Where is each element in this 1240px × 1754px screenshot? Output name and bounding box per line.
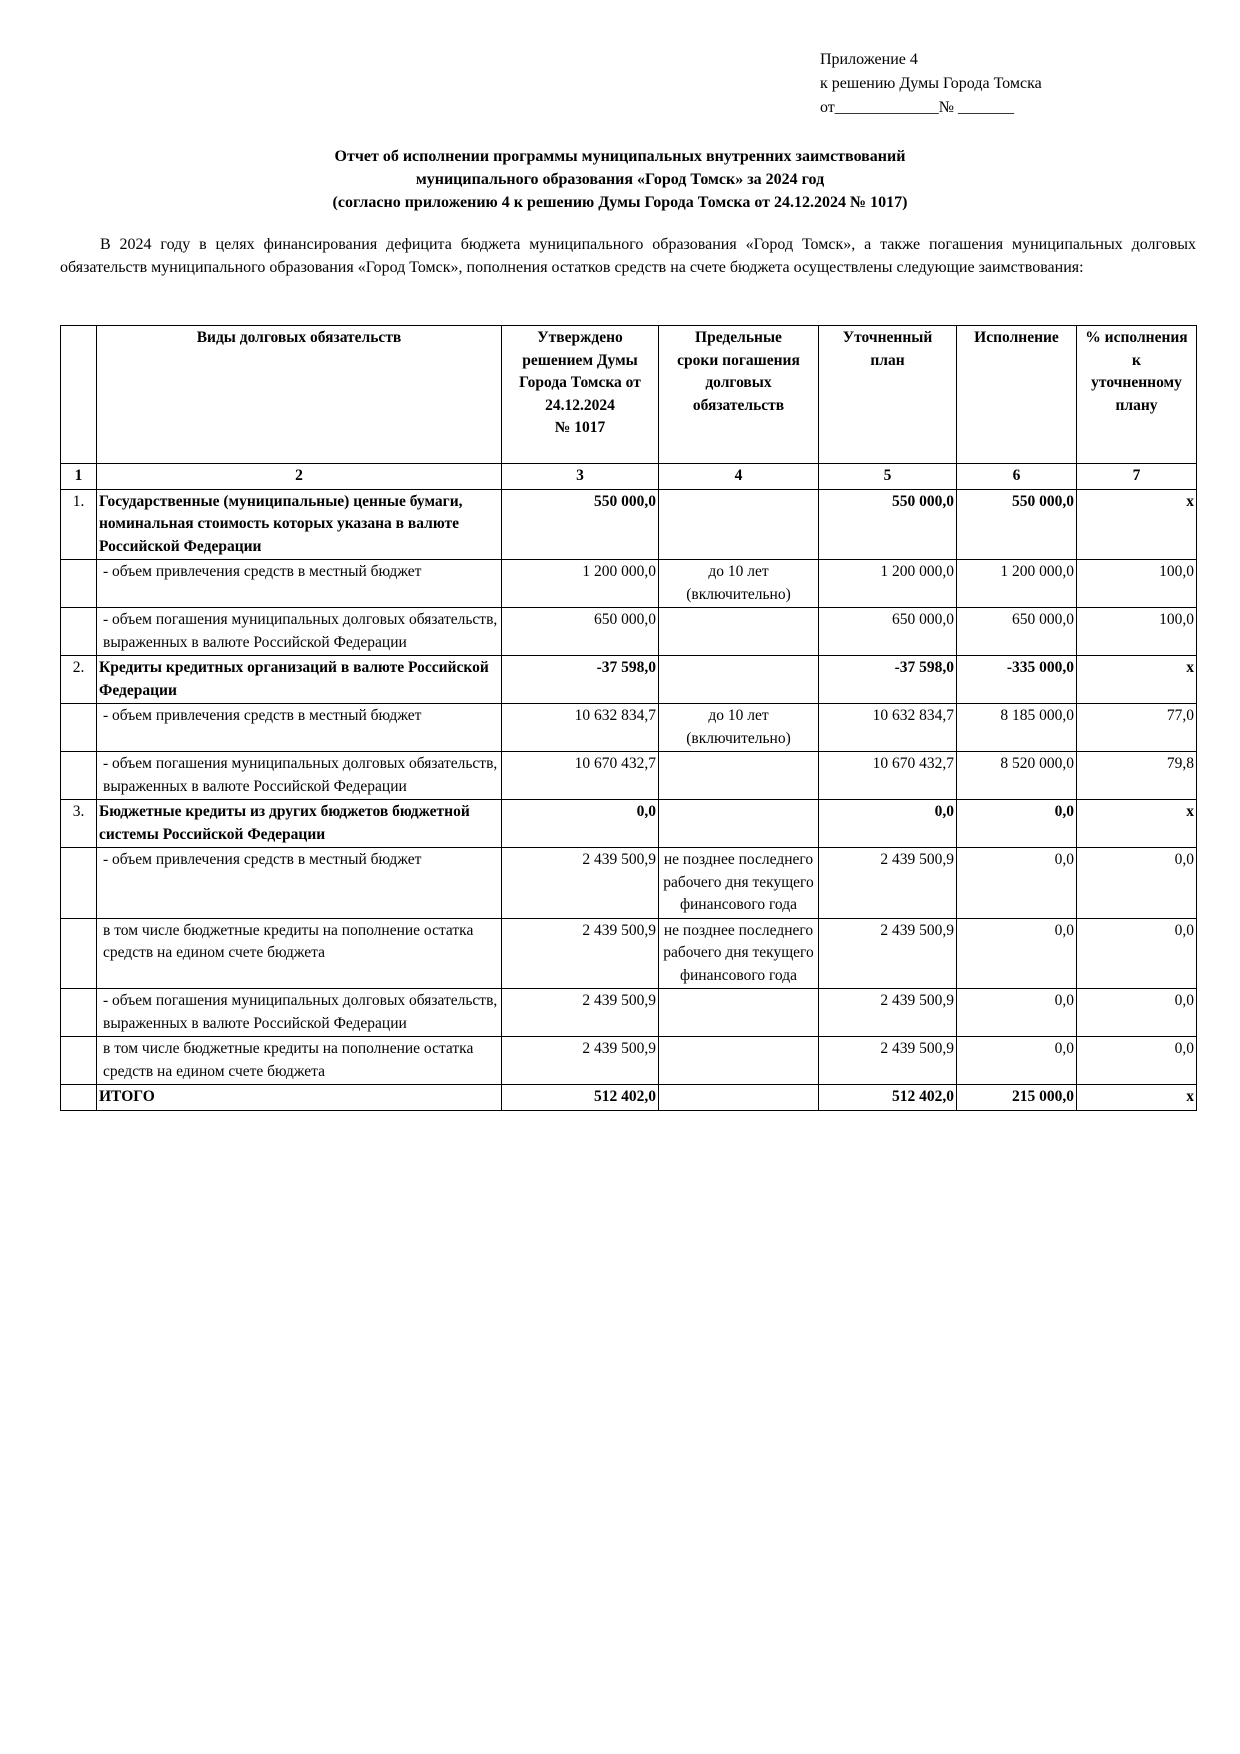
row-exec-cell: 0,0	[957, 800, 1077, 848]
col-number: 7	[1077, 464, 1197, 490]
header-terms-l2: сроки погашения	[677, 351, 800, 369]
row-exec-cell: 8 520 000,0	[957, 752, 1077, 800]
row-term-cell	[659, 489, 819, 560]
row-approved-cell: 512 402,0	[502, 1085, 659, 1111]
row-term-cell: до 10 лет (включительно)	[659, 560, 819, 608]
row-term-cell	[659, 1085, 819, 1111]
table-row	[61, 989, 1197, 1037]
row-plan-cell: 2 439 500,9	[819, 989, 957, 1037]
header-pct-l3: уточненному	[1091, 374, 1182, 391]
row-exec-cell: 0,0	[957, 918, 1077, 989]
header-pct-l4: плану	[1115, 396, 1158, 414]
row-number-cell: 3.	[61, 800, 97, 848]
header-plan	[819, 326, 957, 464]
row-name-cell: - объем погашения муниципальных долговых обязательств, выраженных в валюте Российской Федерации	[97, 608, 502, 656]
row-number-cell	[61, 848, 97, 919]
row-number-cell: 1.	[61, 489, 97, 560]
row-approved-cell: 1 200 000,0	[502, 560, 659, 608]
row-term-cell: до 10 лет (включительно)	[659, 704, 819, 752]
report-title	[60, 145, 1180, 214]
table-row	[61, 918, 1197, 989]
col-number: 6	[957, 464, 1077, 490]
row-term-cell	[659, 608, 819, 656]
header-approved-l4: 24.12.2024	[545, 396, 615, 414]
header-plan-l1: Уточненный	[842, 329, 933, 346]
row-number-cell	[61, 1085, 97, 1111]
row-exec-cell: 0,0	[957, 848, 1077, 919]
column-number-row	[61, 464, 1197, 490]
row-name-cell: - объем погашения муниципальных долговых обязательств, выраженных в валюте Российской Федерации	[97, 752, 502, 800]
header-execution: Исполнение	[957, 326, 1077, 464]
appendix-line-3: от_____________№ _______	[820, 99, 1015, 116]
header-terms-l1: Предельные	[695, 329, 782, 346]
row-plan-cell: 10 632 834,7	[819, 704, 957, 752]
row-term-cell	[659, 1037, 819, 1085]
row-plan-cell: 1 200 000,0	[819, 560, 957, 608]
row-plan-cell: 2 439 500,9	[819, 1037, 957, 1085]
row-name-cell: в том числе бюджетные кредиты на пополнение остатка средств на едином счете бюджета	[97, 1037, 502, 1085]
col-number: 1	[61, 464, 97, 490]
row-approved-cell: 10 632 834,7	[502, 704, 659, 752]
table-row	[61, 752, 1197, 800]
row-pct-cell: 77,0	[1077, 704, 1197, 752]
header-pct-l2: к	[1132, 351, 1141, 369]
row-name-cell: в том числе бюджетные кредиты на пополнение остатка средств на едином счете бюджета	[97, 918, 502, 989]
row-exec-cell: 8 185 000,0	[957, 704, 1077, 752]
row-pct-cell: х	[1077, 489, 1197, 560]
row-plan-cell: 2 439 500,9	[819, 848, 957, 919]
appendix-block	[820, 48, 1042, 120]
row-pct-cell: х	[1077, 800, 1197, 848]
header-approved-l2: решением Думы	[522, 351, 638, 369]
col-number: 5	[819, 464, 957, 490]
intro-paragraph	[60, 233, 1196, 279]
row-term-cell	[659, 989, 819, 1037]
row-plan-cell: 2 439 500,9	[819, 918, 957, 989]
header-terms	[659, 326, 819, 464]
row-name-cell: ИТОГО	[97, 1085, 502, 1111]
row-plan-cell: 0,0	[819, 800, 957, 848]
row-exec-cell: 0,0	[957, 1037, 1077, 1085]
table-row	[61, 1085, 1197, 1111]
table-header-row	[61, 326, 1197, 464]
row-exec-cell: -335 000,0	[957, 656, 1077, 704]
table-row	[61, 489, 1197, 560]
row-approved-cell: 550 000,0	[502, 489, 659, 560]
title-line-2: муниципального образования «Город Томск» за 2024 год	[415, 171, 825, 188]
row-pct-cell: 0,0	[1077, 848, 1197, 919]
row-term-cell	[659, 752, 819, 800]
row-exec-cell: 215 000,0	[957, 1085, 1077, 1111]
row-approved-cell: 0,0	[502, 800, 659, 848]
appendix-line-2: к решению Думы Города Томска	[820, 75, 1042, 92]
row-approved-cell: 2 439 500,9	[502, 989, 659, 1037]
row-term-cell: не позднее последнего рабочего дня текущего финансового года	[659, 918, 819, 989]
header-approved-l5: № 1017	[554, 419, 606, 436]
row-number-cell	[61, 704, 97, 752]
table-row	[61, 848, 1197, 919]
row-plan-cell: 10 670 432,7	[819, 752, 957, 800]
row-pct-cell: 0,0	[1077, 989, 1197, 1037]
header-pct-l1: % исполнения	[1085, 329, 1188, 346]
header-approved-l1: Утверждено	[537, 329, 623, 346]
header-types: Виды долговых обязательств	[97, 326, 502, 464]
row-number-cell	[61, 560, 97, 608]
row-pct-cell: х	[1077, 656, 1197, 704]
row-name-cell: Кредиты кредитных организаций в валюте Российской Федерации	[97, 656, 502, 704]
header-pct	[1077, 326, 1197, 464]
row-approved-cell: 2 439 500,9	[502, 1037, 659, 1085]
header-terms-l3: долговых	[705, 374, 772, 391]
row-number-cell	[61, 608, 97, 656]
row-number-cell: 2.	[61, 656, 97, 704]
col-number: 4	[659, 464, 819, 490]
header-approved	[502, 326, 659, 464]
row-exec-cell: 1 200 000,0	[957, 560, 1077, 608]
table-row	[61, 1037, 1197, 1085]
title-line-3: (согласно приложению 4 к решению Думы Города Томска от 24.12.2024 № 1017)	[332, 194, 908, 211]
col-number: 3	[502, 464, 659, 490]
appendix-line-1: Приложение 4	[820, 51, 918, 68]
row-pct-cell: х	[1077, 1085, 1197, 1111]
row-number-cell	[61, 918, 97, 989]
row-approved-cell: 650 000,0	[502, 608, 659, 656]
table-row	[61, 656, 1197, 704]
row-exec-cell: 0,0	[957, 989, 1077, 1037]
row-number-cell	[61, 1037, 97, 1085]
table-body	[61, 489, 1197, 1110]
row-term-cell: не позднее последнего рабочего дня текущего финансового года	[659, 848, 819, 919]
row-number-cell	[61, 752, 97, 800]
row-pct-cell: 0,0	[1077, 918, 1197, 989]
row-name-cell: Государственные (муниципальные) ценные бумаги, номинальная стоимость которых указана в валюте Российской Федерации	[97, 489, 502, 560]
intro-text: В 2024 году в целях финансирования дефицита бюджета муниципального образования «Город Томск», а также погашения муниципальных долговых обязательств муниципального образования «Город Томск», пополнения остатков средств на счете бюджета осуществлены следующие заимствования:	[60, 236, 1196, 276]
row-name-cell: - объем погашения муниципальных долговых обязательств, выраженных в валюте Российской Федерации	[97, 989, 502, 1037]
header-terms-l4: обязательств	[692, 396, 785, 414]
row-name-cell: - объем привлечения средств в местный бюджет	[97, 704, 502, 752]
table-row	[61, 704, 1197, 752]
row-plan-cell: -37 598,0	[819, 656, 957, 704]
row-exec-cell: 650 000,0	[957, 608, 1077, 656]
row-pct-cell: 79,8	[1077, 752, 1197, 800]
row-pct-cell: 100,0	[1077, 560, 1197, 608]
row-approved-cell: 2 439 500,9	[502, 918, 659, 989]
header-num	[61, 326, 97, 464]
table-row	[61, 608, 1197, 656]
header-plan-l2: план	[870, 351, 905, 369]
header-approved-l3: Города Томска от	[519, 374, 641, 391]
row-approved-cell: 2 439 500,9	[502, 848, 659, 919]
row-pct-cell: 100,0	[1077, 608, 1197, 656]
row-number-cell	[61, 989, 97, 1037]
row-pct-cell: 0,0	[1077, 1037, 1197, 1085]
row-plan-cell: 550 000,0	[819, 489, 957, 560]
row-name-cell: - объем привлечения средств в местный бюджет	[97, 848, 502, 919]
table-row	[61, 560, 1197, 608]
row-plan-cell: 512 402,0	[819, 1085, 957, 1111]
row-exec-cell: 550 000,0	[957, 489, 1077, 560]
row-plan-cell: 650 000,0	[819, 608, 957, 656]
col-number: 2	[97, 464, 502, 490]
borrowings-table	[60, 325, 1197, 1111]
row-name-cell: Бюджетные кредиты из других бюджетов бюджетной системы Российской Федерации	[97, 800, 502, 848]
row-approved-cell: -37 598,0	[502, 656, 659, 704]
table-row	[61, 800, 1197, 848]
row-name-cell: - объем привлечения средств в местный бюджет	[97, 560, 502, 608]
row-term-cell	[659, 656, 819, 704]
row-term-cell	[659, 800, 819, 848]
row-approved-cell: 10 670 432,7	[502, 752, 659, 800]
title-line-1: Отчет об исполнении программы муниципальных внутренних заимствований	[334, 148, 906, 165]
